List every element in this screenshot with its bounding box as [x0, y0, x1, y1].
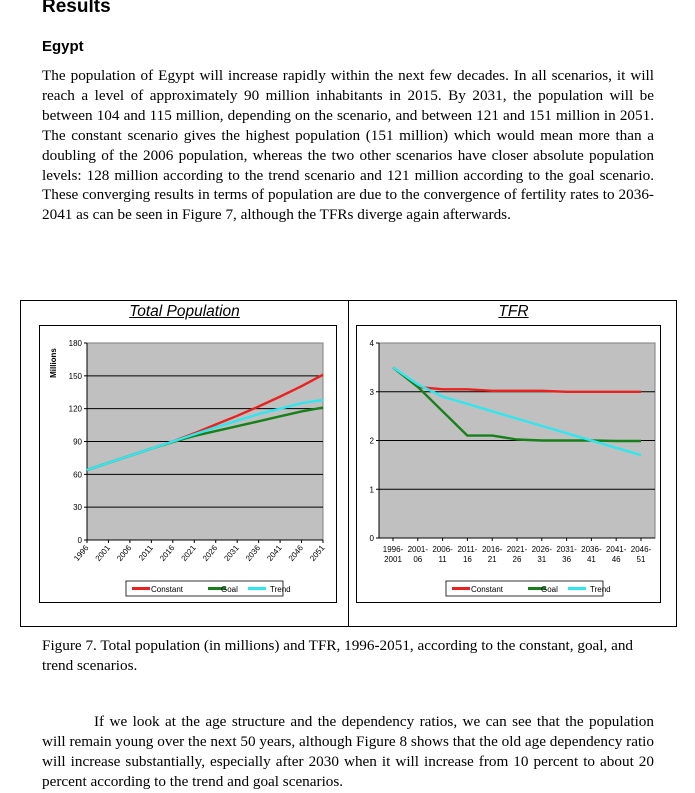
chart-title-tfr: TFR — [498, 303, 529, 320]
x-tick-label: 1996-2001 — [382, 545, 404, 564]
y-tick-label: 0 — [369, 534, 374, 543]
legend-label-goal: Goal — [221, 585, 238, 594]
x-tick-label: 2026-31 — [531, 545, 553, 564]
legend-label-constant: Constant — [151, 585, 184, 594]
y-axis-label: Millions — [49, 348, 58, 378]
x-tick-label: 2011 — [136, 543, 155, 563]
y-tick-label: 2 — [369, 436, 374, 446]
x-tick-label: 2011-16 — [457, 545, 478, 564]
y-tick-label: 4 — [369, 339, 374, 348]
x-tick-label: 2036-41 — [581, 545, 602, 564]
y-tick-label: 180 — [68, 339, 82, 348]
y-tick-label: 1 — [369, 485, 374, 495]
x-tick-label: 2041-46 — [605, 545, 627, 564]
x-tick-label: 2051 — [308, 543, 327, 563]
x-tick-label: 2046 — [286, 543, 306, 563]
tfr-chart — [356, 325, 661, 603]
legend-label-trend: Trend — [590, 585, 611, 594]
x-tick-label: 2021 — [179, 543, 198, 563]
x-tick-label: 1996 — [72, 543, 91, 563]
figure-caption: Figure 7. Total population (in millions) and TFR, 1996-2051, according to the constant, goal, and trend scenarios. — [42, 637, 634, 674]
y-tick-label: 0 — [77, 536, 82, 545]
x-tick-label: 2036 — [243, 543, 263, 563]
x-tick-label: 2021-26 — [506, 545, 528, 564]
figure-divider — [348, 301, 349, 626]
x-tick-label: 2031 — [222, 543, 241, 563]
legend-label-trend: Trend — [270, 585, 291, 594]
x-tick-label: 2041 — [265, 543, 284, 563]
y-tick-label: 90 — [73, 437, 82, 447]
legend-label-constant: Constant — [471, 585, 504, 594]
paragraph-1: The population of Egypt will increase rapidly within the next few decades. In all scenarios, it will reach a level of approximately 90 million inhabitants in 2015. By 2031, the population will be between 104 and 115 million, depending on the scenario, and between 121 and 151 million in 2051. The constant scenario gives the highest population (151 million) which would mean more than a doubling of the 2006 population, whereas the two other scenarios have closer absolute population levels: 128 million according to the trend scenario and 121 million according to the goal scenario. These converging results in terms of population are due to the convergence of fertility rates to 2036-2041 as can be seen in Figure 7, although the TFRs diverge again afterwards. — [42, 67, 654, 224]
x-tick-label: 2016 — [158, 543, 177, 563]
population-chart — [39, 325, 337, 603]
x-tick-label: 2031-36 — [556, 545, 577, 564]
y-tick-label: 60 — [73, 470, 82, 480]
x-tick-label: 2026 — [200, 543, 220, 563]
x-tick-label: 2001 — [93, 543, 112, 563]
legend-label-goal: Goal — [541, 585, 558, 594]
subsection-heading: Egypt — [42, 38, 84, 55]
figure-7 — [20, 300, 677, 627]
x-tick-label: 2006-11 — [432, 545, 453, 564]
section-heading: Results — [42, 0, 111, 17]
x-tick-label: 2016-21 — [481, 545, 503, 564]
chart-title-population: Total Population — [129, 303, 240, 320]
x-tick-label: 2001-06 — [407, 545, 429, 564]
x-tick-label: 2046-51 — [630, 545, 652, 564]
y-tick-label: 30 — [73, 503, 82, 513]
y-tick-label: 3 — [369, 387, 374, 397]
y-tick-label: 120 — [68, 404, 82, 414]
y-tick-label: 150 — [68, 371, 82, 381]
paragraph-2: If we look at the age structure and the dependency ratios, we can see that the population will remain young over the next 50 years, although Figure 8 shows that the old age dependency ratio will increase substantially, especially after 2030 when it will increase from 10 percent to about 20 percent according to the trend and goal scenarios. — [42, 713, 654, 790]
x-tick-label: 2006 — [115, 543, 134, 563]
